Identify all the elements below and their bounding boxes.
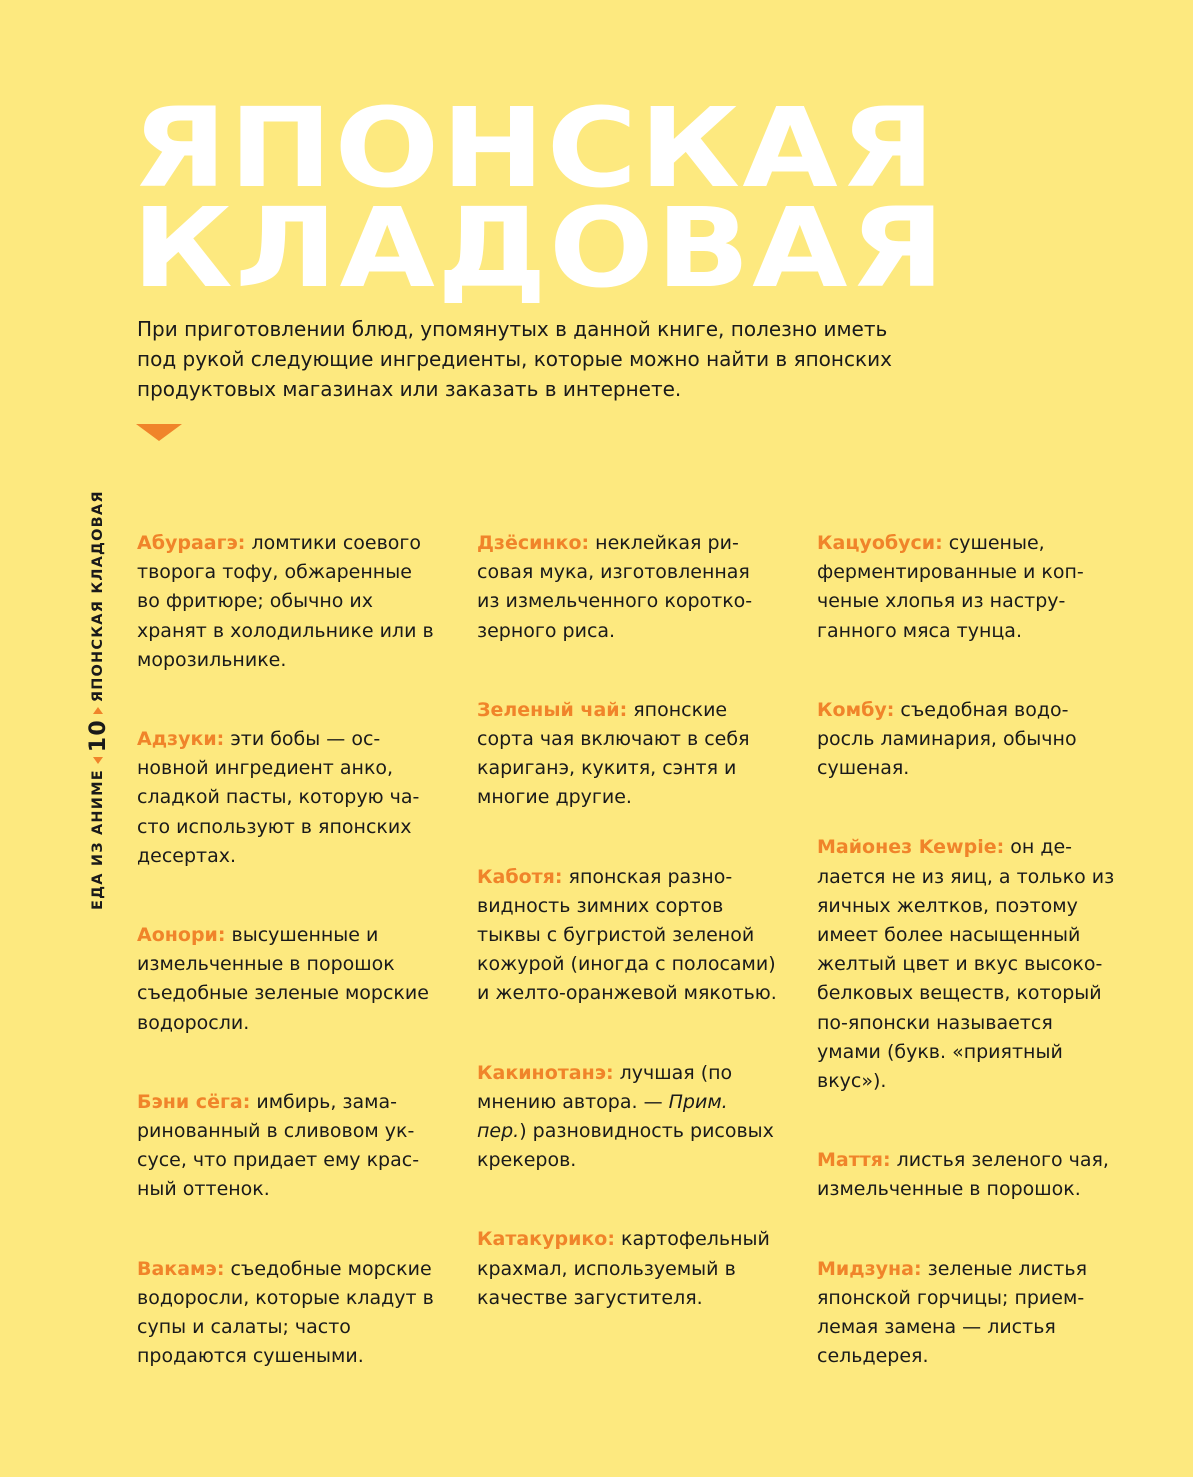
glossary-term: Дзёсинко:	[477, 532, 590, 554]
glossary-term: Катакурико:	[477, 1228, 615, 1251]
page-number: 10	[85, 719, 111, 753]
glossary-entry	[817, 833, 1117, 1096]
arrow-down-icon	[136, 424, 182, 441]
glossary-definition: он делается не из яиц, а только из яичных желтков, поэтому имеет более насыщенный желтый цвет и вкус высокобелковых веществ, который по-японски называется умами (букв. «приятный вкус»).	[817, 836, 1115, 1093]
triangle-right-icon	[93, 707, 103, 714]
glossary-definition: высушенные и измельченные в порошок съедобные зеленые морские водоросли.	[137, 924, 429, 1034]
glossary-definition: листья зеленого чая, измельченные в порошок.	[817, 1149, 1109, 1201]
glossary-term: Бэни сёга:	[137, 1090, 251, 1113]
glossary-column-1	[137, 529, 437, 1421]
chapter-title: ЯПОНСКАЯ КЛАДОВАЯ	[90, 490, 106, 703]
glossary-term: Кацуобуси:	[817, 532, 943, 554]
glossary-term: Какинотанэ:	[477, 1061, 614, 1084]
glossary-definition: японская разновидность зимних сортов тыквы с бугристой зеленой кожурой (иногда с полосами) и желто-оранжевой мякотью.	[477, 865, 777, 1005]
glossary-entry	[817, 1255, 1117, 1372]
glossary-term: Майонез Kewpie:	[817, 836, 1005, 859]
glossary-entry	[477, 863, 777, 1009]
glossary-definition: картофельный крахмал, используемый в качестве загустителя.	[477, 1228, 770, 1309]
translator-note: Прим. пер.	[477, 1090, 728, 1143]
glossary-entry	[817, 529, 1117, 646]
glossary-definition: имбирь, замаринованный в сливовом уксусе, что придает ему красный оттенок.	[137, 1090, 420, 1201]
glossary-column-2	[477, 529, 777, 1363]
glossary-term: Комбу:	[817, 698, 895, 721]
page-title	[132, 84, 947, 312]
glossary-definition: зеленые листья японской горчицы; приемлемая замена — листья сельдерея.	[817, 1257, 1088, 1368]
glossary-definition: сушеные, ферментированные и копченые хлопья из наструганного мяса тунца.	[817, 532, 1084, 642]
glossary-entry	[477, 696, 777, 813]
glossary-entry	[817, 696, 1117, 784]
book-title: ЕДА ИЗ АНИМЕ	[90, 769, 106, 910]
glossary-definition: съедобные морские водоросли, которые кладут в супы и салаты; часто продаются сушеными.	[137, 1257, 434, 1368]
glossary-column-3	[817, 529, 1117, 1421]
glossary-entry	[137, 1255, 437, 1372]
glossary-entry	[477, 529, 777, 646]
glossary-term: Вакамэ:	[137, 1257, 225, 1280]
glossary-term: Зеленый чай:	[477, 698, 628, 721]
glossary-term: Адзуки:	[137, 728, 225, 751]
glossary-entry	[137, 725, 437, 871]
glossary-term: Каботя:	[477, 865, 563, 888]
glossary-term: Маття:	[817, 1149, 891, 1172]
glossary-definition-end: ) разновидность рисовых крекеров.	[477, 1120, 774, 1172]
glossary-entry	[477, 1059, 777, 1176]
glossary-term: Мидзуна:	[817, 1257, 922, 1280]
glossary-entry	[137, 921, 437, 1038]
glossary-term: Абураагэ:	[137, 532, 246, 554]
glossary-entry	[137, 529, 437, 675]
glossary-definition: ломтики соевого творога тофу, обжаренные во фритюре; обычно их хранят в холодильнике или в морозильнике.	[137, 532, 434, 671]
intro-paragraph: При приготовлении блюд, упомянутых в данной книге, полезно иметь под рукой следующие ингредиенты, которые можно найти в японских продуктовых магазинах или заказать в интернете.	[137, 317, 892, 401]
glossary-entry	[477, 1225, 777, 1313]
glossary-definition: съедобная водоросль ламинария, обычно сушеная.	[817, 698, 1077, 780]
glossary-definition: лучшая (по мнению автора. —	[477, 1061, 733, 1113]
glossary-term: Аонори:	[137, 924, 226, 947]
triangle-left-icon	[93, 757, 103, 764]
glossary-entry	[817, 1146, 1117, 1204]
glossary-definition: неклейкая рисовая мука, изготовленная из измельченного короткозерного риса.	[477, 532, 753, 642]
page-title-line-2: КЛАДОВАЯ	[132, 184, 947, 312]
glossary-definition: эти бобы — основной ингредиент анко, сладкой пасты, которую часто используют в японских десертах.	[137, 728, 420, 867]
page-title-line-1: ЯПОНСКАЯ	[132, 84, 938, 212]
glossary-entry	[137, 1088, 437, 1205]
running-header	[86, 490, 110, 910]
glossary-definition: японские сорта чая включают в себя кариганэ, кукитя, сэнтя и многие другие.	[477, 698, 750, 809]
